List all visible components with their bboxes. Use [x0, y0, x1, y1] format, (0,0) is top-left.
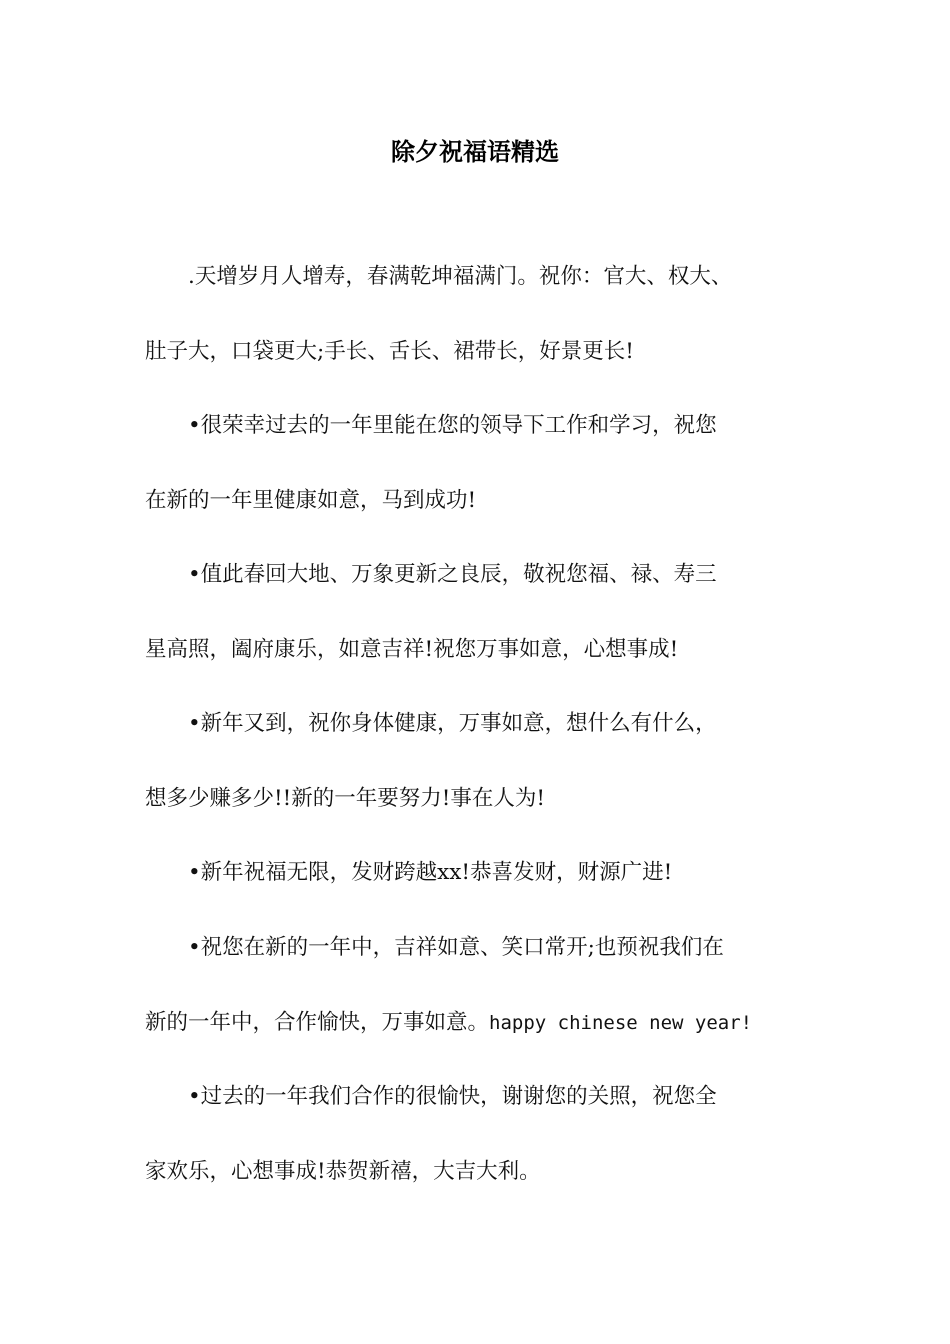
- paragraph-6: [145, 910, 810, 1061]
- paragraph-6-line-2-english: happy chinese new year!: [489, 1012, 753, 1034]
- paragraph-4-line-2: 想多少赚多少!!新的一年要努力!事在人为!: [145, 786, 546, 811]
- paragraph-1-line-2: 肚子大，口袋更大;手长、舌长、裙带长，好景更长!: [145, 339, 634, 364]
- paragraph-2-line-2: 在新的一年里健康如意，马到成功!: [145, 488, 477, 513]
- paragraph-6-line-2: [145, 985, 810, 1061]
- paragraph-1: [145, 239, 810, 389]
- paragraph-5: [145, 835, 810, 910]
- paragraph-7: [145, 1059, 810, 1209]
- paragraph-1-line-1: .天增岁月人增寿，春满乾坤福满门。祝你：官大、权大、: [188, 264, 733, 289]
- document-title: 除夕祝福语精选: [391, 138, 559, 166]
- paragraph-4: [145, 686, 810, 836]
- paragraph-6-line-2-chinese: 新的一年中，合作愉快，万事如意。: [145, 1010, 490, 1035]
- paragraph-7-line-1: •过去的一年我们合作的很愉快，谢谢您的关照，祝您全: [188, 1084, 717, 1109]
- paragraph-2: [145, 388, 810, 538]
- paragraph-2-line-1: •很荣幸过去的一年里能在您的领导下工作和学习，祝您: [188, 413, 717, 438]
- paragraph-3-line-2: 星高照，阖府康乐，如意吉祥!祝您万事如意，心想事成!: [145, 637, 679, 662]
- paragraph-3-line-1: •值此春回大地、万象更新之良辰，敬祝您福、禄、寿三: [188, 562, 717, 587]
- paragraph-6-line-1: •祝您在新的一年中，吉祥如意、笑口常开;也预祝我们在: [188, 935, 724, 960]
- paragraph-3: [145, 537, 810, 687]
- paragraph-7-line-2: 家欢乐，心想事成!恭贺新禧，大吉大利。: [145, 1159, 541, 1184]
- paragraph-4-line-1: •新年又到，祝你身体健康，万事如意，想什么有什么，: [188, 711, 717, 736]
- paragraph-5-line-1: •新年祝福无限，发财跨越xx!恭喜发财，财源广进!: [188, 860, 673, 885]
